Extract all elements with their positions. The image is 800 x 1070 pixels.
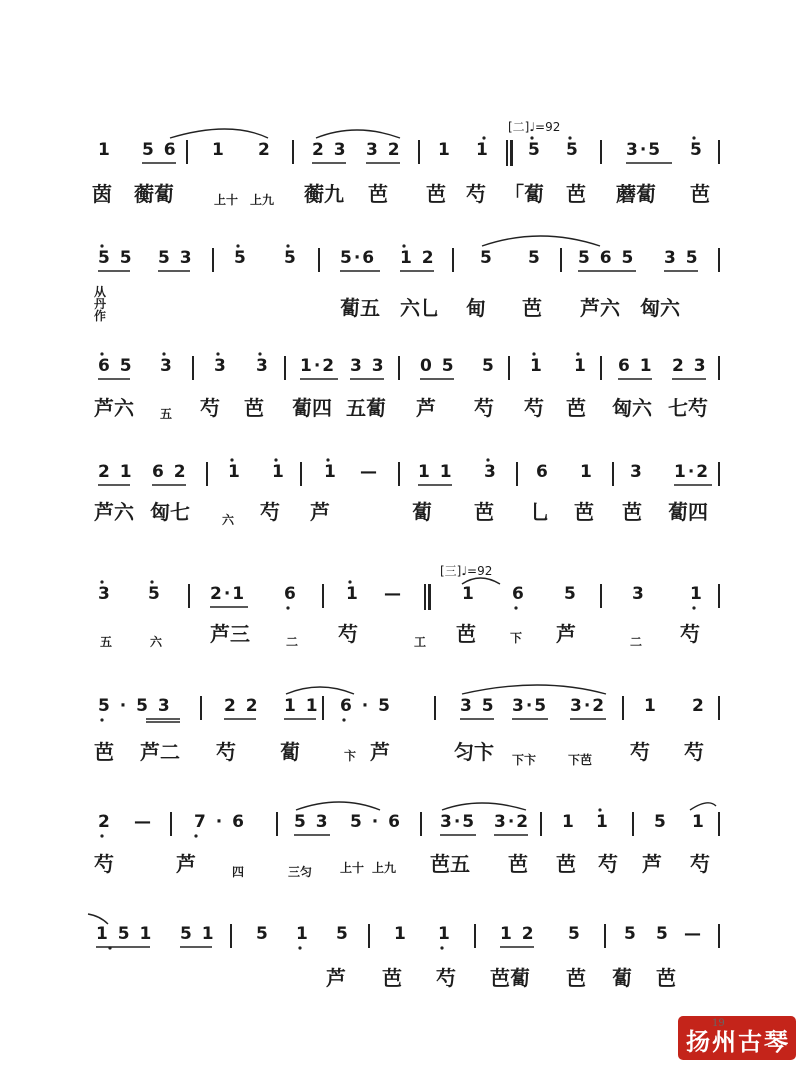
slur [690,803,716,810]
note: 1 2 [500,924,536,944]
slur [286,687,354,694]
jianzipu-char: 三匀 [288,865,313,879]
jianzipu-char: 芭 [426,182,446,206]
note: 1·2 [300,356,337,376]
section-marker-3: [三]♩=92 [440,564,493,578]
octave-dot [100,718,103,721]
note: 1 5 1 [96,924,154,944]
octave-dot [236,244,239,247]
note: 1 [690,584,704,604]
octave-dot [162,352,165,355]
note: 1 [574,356,588,376]
jianzipu-char: 蘅蔔 [134,182,174,206]
jianzipu-char: 二 [286,635,299,649]
jianzipu-char: 芍 [260,500,280,524]
octave-dot [568,136,571,139]
jianzipu-char: 芭 [522,296,542,320]
octave-dot [348,580,351,583]
octave-dot [692,606,695,609]
note: 1 [324,462,338,482]
note: 1 [692,812,706,832]
note: 1 [228,462,242,482]
octave-dot [194,834,197,837]
jianzipu-char: 芭 [474,500,494,524]
note: 6 [512,584,526,604]
jianzipu-char: 甸 [466,296,486,320]
note: 6 1 [618,356,654,376]
jianzipu-char: 匈六 [640,296,680,320]
jianzipu-char: 芍 [684,740,704,764]
jianzipu-char: 五 [100,635,113,649]
jianzipu-char: 芭五 [430,852,470,876]
jianzipu-char: 乚 [530,500,550,524]
octave-dot [692,136,695,139]
note: 2 3 [312,140,348,160]
note: 1 [346,584,360,604]
jianzipu-char: 六 [222,513,235,527]
slur [296,802,380,810]
octave-dot [514,606,517,609]
note: 5 6 5 [578,248,636,268]
jianzipu-char: 芭 [368,182,388,206]
jianzipu-char: 芦三 [210,622,250,646]
octave-dot [108,946,111,949]
jianzipu-char: 六 [150,635,163,649]
watermark-text: 扬州古琴 [686,1028,790,1056]
slur [316,130,400,138]
note: 1 [580,462,594,482]
octave-dot [482,136,485,139]
jianzipu-char: 芦 [416,396,436,420]
note: 6 [284,584,298,604]
note: 6 5 [98,356,134,376]
jianzipu-char: 芍 [524,396,544,420]
octave-dot [150,580,153,583]
section-marker-2: [二]♩=92 [508,120,561,134]
jianzipu-char: 芭 [508,852,528,876]
jianzipu-char: 芭 [556,852,576,876]
jianzipu-char: 匈六 [612,396,652,420]
jianzipu-char: 卞 [344,749,357,763]
octave-dot [100,834,103,837]
jianzipu-char: 芭 [622,500,642,524]
note: 5 [256,924,270,944]
note: — [684,924,703,944]
jianzipu-char: 芍 [690,852,710,876]
note: 3 [484,462,498,482]
note: 5 1 [180,924,216,944]
note: 5 [528,140,542,160]
page-number: 19 [712,1018,725,1029]
note: 5 [336,924,350,944]
note: 1 [394,924,408,944]
jianzipu-char: 芍 [436,966,456,990]
jianzipu-char: 芍 [216,740,236,764]
note: 5 [656,924,670,944]
octave-dot [216,352,219,355]
octave-dot [286,244,289,247]
octave-dot [598,808,601,811]
octave-dot [258,352,261,355]
jianzipu-char: 芍 [338,622,358,646]
slur [462,578,500,584]
note: 5 [566,140,580,160]
slur [482,236,600,246]
note: 3·2 [570,696,607,716]
note: 1 [530,356,544,376]
jianzipu-char: 上九 [250,193,275,207]
jianzipu-char: 芦六 [94,500,134,524]
octave-dot [286,606,289,609]
jianzipu-char: 上十 [340,861,365,875]
note: 1 2 [400,248,436,268]
octave-dot [402,244,405,247]
note: 1 [562,812,576,832]
octave-dot [100,244,103,247]
jianzipu-char: 「蔔 [504,182,544,206]
note: 1 [212,140,226,160]
octave-dot [486,458,489,461]
jianzipu-char: 蔔四 [292,396,332,420]
jianzipu-char: 上十 [214,193,239,207]
jianzipu-char: 芭 [244,396,264,420]
jianzipu-char: 蔔四 [668,500,708,524]
jianzipu-char: 五 [160,407,173,421]
note: 1 1 [418,462,454,482]
note: 2 [258,140,272,160]
note: 5 3 [158,248,194,268]
note: 5 [480,248,494,268]
jianzipu-char: 芭 [566,182,586,206]
note: 1 [98,140,112,160]
note: 2 [692,696,706,716]
jianzipu-char: 蘅九 [304,182,344,206]
note: 1 1 [284,696,320,716]
jianzipu-char: 芦二 [140,740,180,764]
jianzipu-char: 芦 [176,852,196,876]
note: 3 [630,462,644,482]
octave-dot [532,352,535,355]
note: 1 [596,812,610,832]
note: — [360,462,379,482]
jianzipu-char: 上九 [372,861,397,875]
jianzipu-char: 从丹作 [94,285,107,323]
jianzipu-char: 芍 [474,396,494,420]
jianzipu-char: 匈七 [150,500,190,524]
slur [442,803,526,810]
slur [170,129,268,138]
jianzipu-char: 芦 [556,622,576,646]
note: 3 5 [664,248,700,268]
note: 1 [462,584,476,604]
note: 2·1 [210,584,247,604]
note: 1 [476,140,490,160]
note: 6 · 5 [340,696,392,716]
note: 1 [272,462,286,482]
jianzipu-char: 芭 [566,396,586,420]
jianzipu-char: 芦 [310,500,330,524]
note: 1 [438,924,452,944]
note: 2 [98,812,112,832]
jianzipu-char: 下卞 [512,753,537,767]
octave-dot [274,458,277,461]
note: 5 [654,812,668,832]
note: 2 1 [98,462,134,482]
jianzipu-char: 七芍 [668,396,708,420]
note: 3·5 [440,812,477,832]
note: 5 [148,584,162,604]
note: 3·5 [626,140,663,160]
jianzipu-char: 芍 [598,852,618,876]
jianzipu-char: 芍 [94,852,114,876]
note: 6 2 [152,462,188,482]
jianzipu-char: 芭 [382,966,402,990]
note: 3 [256,356,270,376]
note: 1 [438,140,452,160]
note: 1 [644,696,658,716]
octave-dot [326,458,329,461]
note: 5 [234,248,248,268]
note: 3 [160,356,174,376]
note: 5 · 5 3 [98,696,172,716]
note: 2 2 [224,696,260,716]
note: 3 [98,584,112,604]
note: 3·2 [494,812,531,832]
jianzipu-char: 茵 [92,182,112,206]
slur [462,685,606,694]
note: 3 [632,584,646,604]
jianzipu-char: 芦 [326,966,346,990]
note: 3 5 [460,696,496,716]
note: 5 [624,924,638,944]
octave-dot [440,946,443,949]
note: 3·5 [512,696,549,716]
note: 1 [296,924,310,944]
jianzipu-char: 芍 [466,182,486,206]
jianzipu-char: 下芭 [568,753,593,767]
jianzipu-char: 下 [510,631,523,645]
note: 5 [528,248,542,268]
note: — [134,812,153,832]
note: 3 2 [366,140,402,160]
note: 5·6 [340,248,377,268]
slur [88,914,108,924]
note: 5 [284,248,298,268]
note: 3 [214,356,228,376]
note: 1·2 [674,462,711,482]
jianzipu-char: 芭 [566,966,586,990]
note: 3 3 [350,356,386,376]
jianzipu-char: 蔔 [412,500,432,524]
jianzipu-char: 工 [414,635,427,649]
jianzipu-char: 五蔔 [346,396,386,420]
octave-dot [342,718,345,721]
octave-dot [530,136,533,139]
jianzipu-char: 芍 [680,622,700,646]
note: 2 3 [672,356,708,376]
jianzipu-char: 芭 [94,740,114,764]
jianzipu-char: 芦六 [580,296,620,320]
note: 7 · 6 [194,812,246,832]
jianzipu-char: 芭 [456,622,476,646]
note: — [384,584,403,604]
jianzipu-char: 芍 [630,740,650,764]
jianzipu-char: 蘑蔔 [616,182,656,206]
jianzipu-char: 蔔五 [340,296,380,320]
note: 5 [690,140,704,160]
jianzipu-char: 匀卞 [454,740,494,764]
note: 5 [568,924,582,944]
jianzipu-char: 四 [232,865,245,879]
jianzipu-char: 芭蔔 [490,966,530,990]
jianzipu-char: 芦 [642,852,662,876]
jianzipu-char: 芭 [656,966,676,990]
note: 5 5 [98,248,134,268]
note: 5 3 [294,812,330,832]
jianzipu-char: 芍 [200,396,220,420]
note: 5 · 6 [350,812,402,832]
note: 5 6 [142,140,178,160]
jianzipu-char: 蔔 [280,740,300,764]
octave-dot [100,580,103,583]
note: 5 [564,584,578,604]
note: 6 [536,462,550,482]
octave-dot [298,946,301,949]
jianzipu-char: 芭 [690,182,710,206]
octave-dot [100,352,103,355]
octave-dot [230,458,233,461]
octave-dot [576,352,579,355]
jianzipu-char: 芭 [574,500,594,524]
jianzipu-char: 六乚 [400,296,440,320]
note: 0 5 [420,356,456,376]
jianzipu-char: 蔔 [612,966,632,990]
jianzipu-char: 芦 [370,740,390,764]
jianzipu-char: 二 [630,635,643,649]
jianzipu-char: 芦六 [94,396,134,420]
note: 5 [482,356,496,376]
